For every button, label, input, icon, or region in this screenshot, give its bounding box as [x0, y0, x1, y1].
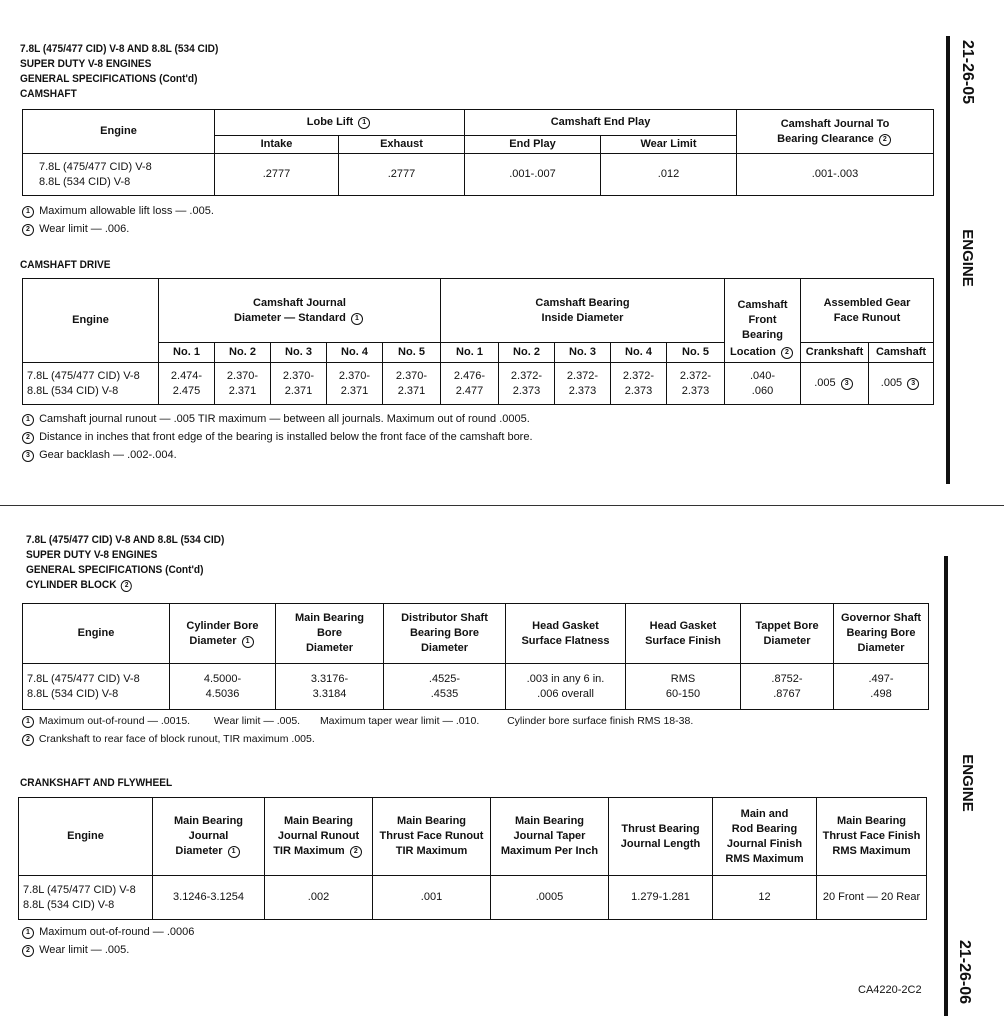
header-crankshaft: Crankshaft — [801, 343, 869, 363]
cell-main-bearing-bore: 3.3176- 3.3184 — [276, 664, 384, 710]
footnote-2-marker: 2 — [781, 347, 793, 359]
footnote-1-marker: 1 — [22, 206, 34, 218]
header-journal-no: No. 5 — [383, 343, 441, 363]
bottom-header-line: 7.8L (475/477 CID) V-8 AND 8.8L (534 CID) — [26, 534, 225, 546]
footnote-2-marker: 2 — [879, 134, 891, 146]
header-lobe-lift: Lobe Lift 1 — [215, 110, 465, 136]
header-journal-no: No. 1 — [159, 343, 215, 363]
camshaft-drive-notes — [20, 410, 533, 464]
footnote-1-marker: 1 — [22, 716, 34, 728]
header-tappet-bore: Tappet Bore Diameter — [741, 604, 834, 664]
footnote-2-marker: 2 — [121, 580, 132, 592]
footnote-1-marker: 1 — [228, 846, 240, 858]
cell-journal: 2.370- 2.371 — [327, 363, 383, 405]
cell-bearing: 2.372- 2.373 — [611, 363, 667, 405]
footnote-3-marker: 3 — [907, 378, 919, 390]
header-wear-limit: Wear Limit — [601, 136, 737, 154]
cell-journal-taper: .0005 — [491, 876, 609, 920]
header-exhaust: Exhaust — [339, 136, 465, 154]
sidebar-rule — [944, 556, 948, 1016]
cell-wear-limit: .012 — [601, 154, 737, 196]
camshaft-drive-table — [22, 278, 934, 405]
section-label: ENGINE — [959, 229, 976, 287]
header-end-play: End Play — [465, 136, 601, 154]
header-bearing-no: No. 5 — [667, 343, 725, 363]
cell-journal: 2.370- 2.371 — [383, 363, 441, 405]
footnote-2-marker: 2 — [22, 734, 34, 746]
header-governor-shaft: Governor Shaft Bearing Bore Diameter — [834, 604, 929, 664]
cell-engine: 7.8L (475/477 CID) V-8 8.8L (534 CID) V-8 — [23, 363, 159, 405]
note-text: Wear limit — .006. — [39, 223, 130, 235]
top-header-line: 7.8L (475/477 CID) V-8 AND 8.8L (534 CID) — [20, 43, 219, 55]
header-rod-finish: Main and Rod Bearing Journal Finish RMS Maximum — [713, 798, 817, 876]
cell-end-play: .001-.007 — [465, 154, 601, 196]
cell-cylinder-bore: 4.5000- 4.5036 — [170, 664, 276, 710]
cell-journal-runout: .002 — [265, 876, 373, 920]
note-text: Maximum taper wear limit — .010. — [319, 715, 480, 727]
header-gasket-flatness: Head Gasket Surface Flatness — [506, 604, 626, 664]
header-journal-runout: Main Bearing Journal Runout TIR Maximum 2 — [265, 798, 373, 876]
footnote-3-marker: 3 — [841, 378, 853, 390]
header-engine: Engine — [23, 279, 159, 363]
camshaft-table — [22, 109, 934, 196]
cell-journal-diameter: 3.1246-3.1254 — [153, 876, 265, 920]
footnote-1-marker: 1 — [22, 927, 34, 939]
header-thrust-finish: Main Bearing Thrust Face Finish RMS Maximum — [817, 798, 927, 876]
bottom-header-line: CYLINDER BLOCK 2 — [26, 578, 224, 593]
cell-journal: 2.370- 2.371 — [271, 363, 327, 405]
crankshaft-table — [18, 797, 927, 920]
footnote-2-marker: 2 — [22, 224, 34, 236]
note-text: Maximum out-of-round — .0015. — [38, 715, 191, 727]
cell-thrust-runout: .001 — [373, 876, 491, 920]
footnote-1-marker: 1 — [358, 117, 370, 129]
header-intake: Intake — [215, 136, 339, 154]
bottom-header-line: GENERAL SPECIFICATIONS (Cont'd) — [26, 564, 204, 576]
top-header-line: GENERAL SPECIFICATIONS (Cont'd) — [20, 73, 198, 85]
section-label: ENGINE — [959, 754, 976, 812]
cell-governor-shaft: .497- .498 — [834, 664, 929, 710]
note-text: Distance in inches that front edge of the bearing is installed below the front face of the camshaft bore. — [39, 431, 533, 443]
header-thrust-length: Thrust Bearing Journal Length — [609, 798, 713, 876]
header-engine: Engine — [19, 798, 153, 876]
cell-crankshaft-runout: .005 3 — [801, 363, 869, 405]
note-text: Wear limit — .005. — [39, 944, 130, 956]
cell-clearance: .001-.003 — [737, 154, 934, 196]
figure-code: CA4220-2C2 — [858, 984, 922, 996]
cell-engine: 7.8L (475/477 CID) V-8 8.8L (534 CID) V-8 — [23, 664, 170, 710]
bottom-header — [26, 533, 224, 593]
cell-exhaust: .2777 — [339, 154, 465, 196]
sidebar-rule — [946, 36, 950, 484]
top-header-line: CAMSHAFT — [20, 88, 77, 100]
cell-bearing: 2.372- 2.373 — [499, 363, 555, 405]
cell-distributor-shaft: .4525- .4535 — [384, 664, 506, 710]
bottom-header-line: SUPER DUTY V-8 ENGINES — [26, 549, 158, 561]
header-bearing-diameter: Camshaft Bearing Inside Diameter — [441, 279, 725, 343]
header-cylinder-bore: Cylinder Bore Diameter 1 — [170, 604, 276, 664]
header-bearing-no: No. 3 — [555, 343, 611, 363]
page-divider — [0, 505, 1004, 506]
header-journal-diameter: Main Bearing Journal Diameter 1 — [153, 798, 265, 876]
cell-bearing: 2.372- 2.373 — [667, 363, 725, 405]
cell-thrust-finish: 20 Front — 20 Rear — [817, 876, 927, 920]
top-header — [20, 42, 218, 102]
header-front-bearing: Camshaft Front Bearing — [725, 279, 801, 343]
cell-intake: .2777 — [215, 154, 339, 196]
header-gear-runout: Assembled Gear Face Runout — [801, 279, 934, 343]
cell-location: .040- .060 — [725, 363, 801, 405]
header-journal-diameter: Camshaft Journal Diameter — Standard 1 — [159, 279, 441, 343]
header-journal-no: No. 2 — [215, 343, 271, 363]
header-journal-clearance: Camshaft Journal To Bearing Clearance 2 — [737, 110, 934, 154]
footnote-2-marker: 2 — [350, 846, 362, 858]
cell-gasket-finish: RMS 60-150 — [626, 664, 741, 710]
cell-journal: 2.370- 2.371 — [215, 363, 271, 405]
note-text: Camshaft journal runout — .005 TIR maximum — between all journals. Maximum out of round .0005. — [39, 413, 530, 425]
cell-rod-finish: 12 — [713, 876, 817, 920]
cell-camshaft-runout: .005 3 — [869, 363, 934, 405]
header-end-play-group: Camshaft End Play — [465, 110, 737, 136]
note-text: Wear limit — .005. — [213, 715, 301, 727]
note-text: Maximum allowable lift loss — .005. — [39, 205, 214, 217]
cell-bearing: 2.372- 2.373 — [555, 363, 611, 405]
page-number: 21-26-05 — [959, 39, 976, 105]
cell-engine: 7.8L (475/477 CID) V-8 8.8L (534 CID) V-8 — [23, 154, 215, 196]
header-engine: Engine — [23, 110, 215, 154]
cell-journal: 2.474- 2.475 — [159, 363, 215, 405]
top-header-line: SUPER DUTY V-8 ENGINES — [20, 58, 152, 70]
header-thrust-runout: Main Bearing Thrust Face Runout TIR Maximum — [373, 798, 491, 876]
cylinder-block-notes — [20, 712, 693, 748]
page-number: 21-26-06 — [956, 939, 973, 1005]
header-camshaft: Camshaft — [869, 343, 934, 363]
camshaft-drive-title: CAMSHAFT DRIVE — [20, 259, 111, 271]
camshaft-notes — [20, 202, 214, 238]
footnote-1-marker: 1 — [242, 636, 254, 648]
header-bearing-no: No. 1 — [441, 343, 499, 363]
header-main-bearing-bore: Main Bearing Bore Diameter — [276, 604, 384, 664]
header-distributor-shaft: Distributor Shaft Bearing Bore Diameter — [384, 604, 506, 664]
crankshaft-notes — [20, 923, 194, 959]
footnote-3-marker: 3 — [22, 450, 34, 462]
note-text: Maximum out-of-round — .0006 — [39, 926, 195, 938]
footnote-2-marker: 2 — [22, 945, 34, 957]
footnote-1-marker: 1 — [351, 313, 363, 325]
header-bearing-no: No. 2 — [499, 343, 555, 363]
header-journal-taper: Main Bearing Journal Taper Maximum Per Inch — [491, 798, 609, 876]
note-text: Cylinder bore surface finish RMS 18-38. — [507, 715, 694, 727]
header-gasket-finish: Head Gasket Surface Finish — [626, 604, 741, 664]
footnote-2-marker: 2 — [22, 432, 34, 444]
cell-gasket-flatness: .003 in any 6 in. .006 overall — [506, 664, 626, 710]
header-journal-no: No. 4 — [327, 343, 383, 363]
note-text: Crankshaft to rear face of block runout, TIR maximum .005. — [38, 733, 315, 745]
cylinder-block-table — [22, 603, 929, 710]
header-bearing-no: No. 4 — [611, 343, 667, 363]
header-location: Location 2 — [725, 343, 801, 363]
crankshaft-title: CRANKSHAFT AND FLYWHEEL — [20, 777, 173, 789]
header-journal-no: No. 3 — [271, 343, 327, 363]
note-text: Gear backlash — .002-.004. — [39, 449, 177, 461]
cell-tappet-bore: .8752- .8767 — [741, 664, 834, 710]
cell-thrust-length: 1.279-1.281 — [609, 876, 713, 920]
cell-bearing: 2.476- 2.477 — [441, 363, 499, 405]
footnote-1-marker: 1 — [22, 414, 34, 426]
header-engine: Engine — [23, 604, 170, 664]
cell-engine: 7.8L (475/477 CID) V-8 8.8L (534 CID) V-8 — [19, 876, 153, 920]
